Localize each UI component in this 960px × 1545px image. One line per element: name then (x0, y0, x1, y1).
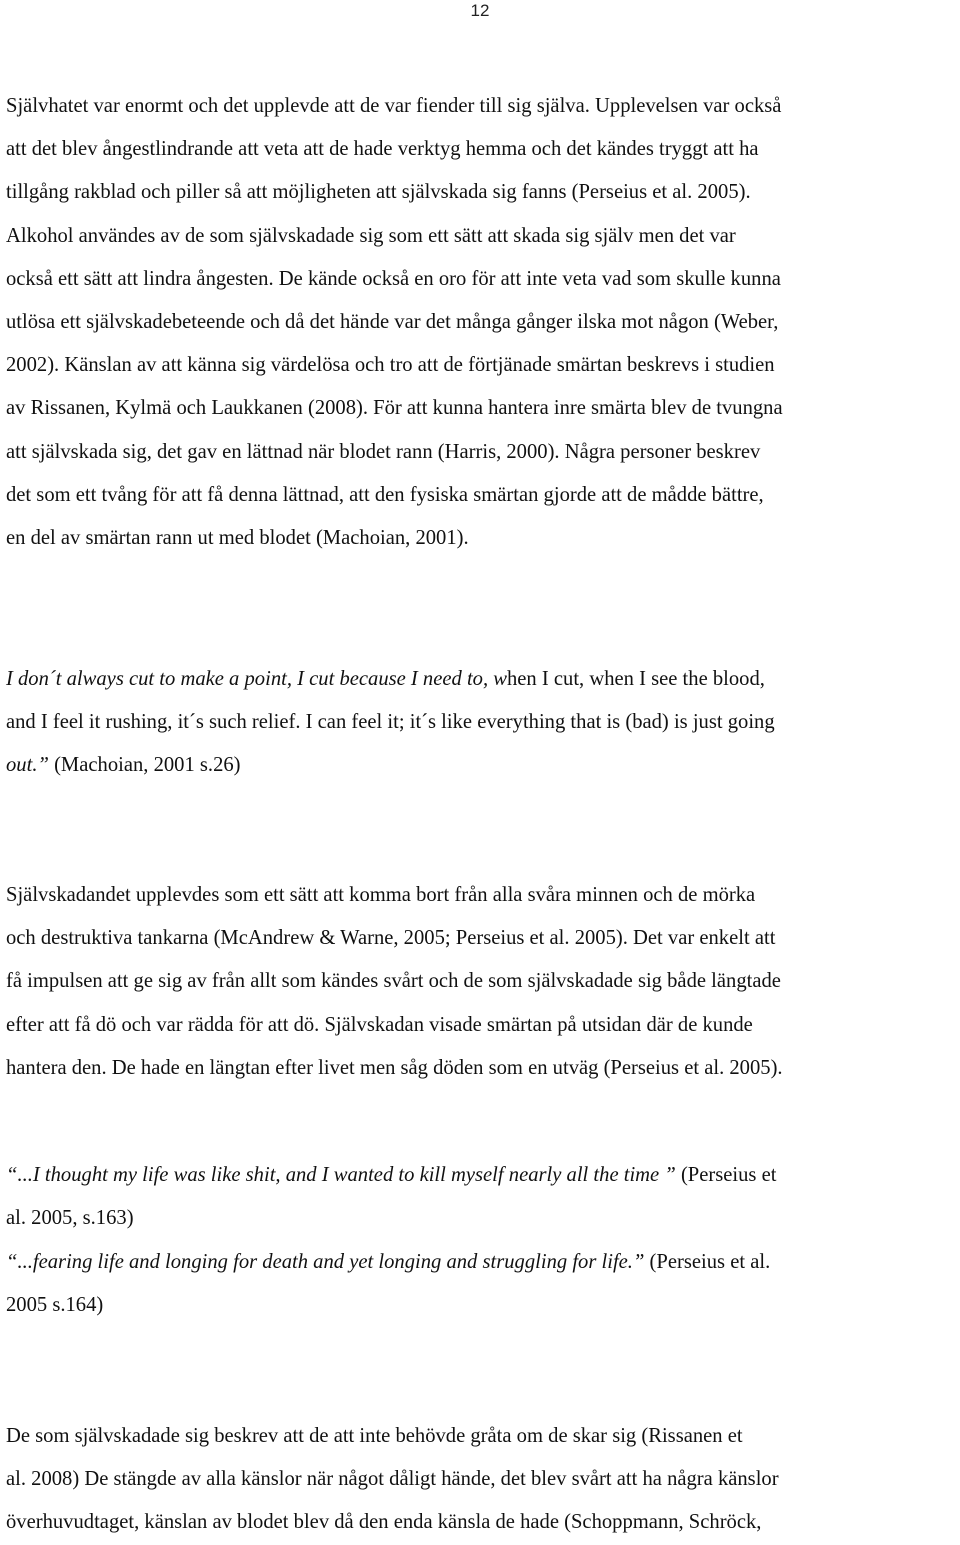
quote-line: 2005 s.164) (6, 1294, 104, 1317)
quote-italic-text: “...fearing life and longing for death and yet longing and struggling for life.” (6, 1251, 645, 1273)
text-line: 2002). Känslan av att känna sig värdelösa och tro att de förtjänade smärtan beskrevs i studien (6, 354, 775, 377)
text-line: De som självskadade sig beskrev att de att inte behövde gråta om de skar sig (Rissanen et (6, 1425, 743, 1447)
quote-italic-text: “...I thought my life was like shit, and I wanted to kill myself nearly all the time ” (6, 1164, 676, 1186)
text-line: Självhatet var enormt och det upplevde att de var fiender till sig själva. Upplevelsen var också (6, 95, 782, 117)
text-line: utlösa ett självskadebeteende och då det hände var det många gånger ilska mot någon (Weber, (6, 311, 779, 334)
text-line: hantera den. De hade en längtan efter livet men såg döden som en utväg (Perseius et al. 2005). (6, 1056, 783, 1079)
text-line: en del av smärtan rann ut med blodet (Machoian, 2001). (6, 527, 469, 550)
quote-line: and I feel it rushing, it´s such relief. I can feel it; it´s like everything that is (bad) is just going (6, 711, 775, 734)
block-quote-perseius-2 (6, 1241, 956, 1327)
body-paragraph-1 (6, 85, 956, 560)
quote-line: al. 2005, s.163) (6, 1207, 134, 1230)
quote-plain-text: hen I cut, when I see the blood, (507, 668, 765, 690)
block-quote-perseius-1 (6, 1154, 956, 1240)
text-line: al. 2008) De stängde av alla känslor när något dåligt hände, det blev svårt att ha några känslor (6, 1468, 779, 1491)
text-line: Självskadandet upplevdes som ett sätt att komma bort från alla svåra minnen och de mörka (6, 884, 756, 906)
text-line: att det blev ångestlindrande att veta att de hade verktyg hemma och det kändes tryggt att ha (6, 138, 759, 161)
text-line: Alkohol användes av de som självskadade sig som ett sätt att skada sig själv men det var (6, 224, 736, 247)
body-paragraph-3 (6, 1415, 956, 1545)
text-line: av Rissanen, Kylmä och Laukkanen (2008). För att kunna hantera inre smärta blev de tvungna (6, 397, 783, 420)
text-line: överhuvudtaget, känslan av blodet blev då den enda känsla de hade (Schoppmann, Schröck, (6, 1511, 762, 1534)
quote-citation: (Perseius et (675, 1164, 777, 1186)
block-quote-machoian (6, 658, 956, 788)
quote-citation: (Perseius et al. (644, 1251, 771, 1273)
text-line: att självskada sig, det gav en lättnad när blodet rann (Harris, 2000). Några personer beskrev (6, 440, 761, 463)
text-line: det som ett tvång för att få denna lättnad, att den fysiska smärtan gjorde att de mådde bättre, (6, 483, 764, 506)
quote-italic-text: out.” (6, 754, 49, 777)
text-line: tillgång rakblad och piller så att möjligheten att självskada sig fanns (Perseius et al. 2005). (6, 181, 751, 204)
text-line: efter att få dö och var rädda för att dö. Självskadan visade smärtan på utsidan där de kunde (6, 1013, 753, 1036)
quote-line (6, 1241, 956, 1284)
quote-italic-text: I don´t always cut to make a point, I cut because I need to, w (6, 668, 507, 690)
quote-line (6, 1154, 956, 1197)
quote-line (6, 744, 956, 787)
body-paragraph-2 (6, 874, 956, 1090)
text-line: och destruktiva tankarna (McAndrew & Warne, 2005; Perseius et al. 2005). Det var enkelt att (6, 927, 776, 950)
quote-line (6, 658, 956, 701)
text-line: få impulsen att ge sig av från allt som kändes svårt och de som självskadade sig både längtade (6, 970, 781, 993)
page-number: 12 (470, 1, 490, 20)
quote-citation: (Machoian, 2001 s.26) (48, 754, 241, 777)
text-line: också ett sätt att lindra ångesten. De kände också en oro för att inte veta vad som skulle kunna (6, 267, 781, 290)
